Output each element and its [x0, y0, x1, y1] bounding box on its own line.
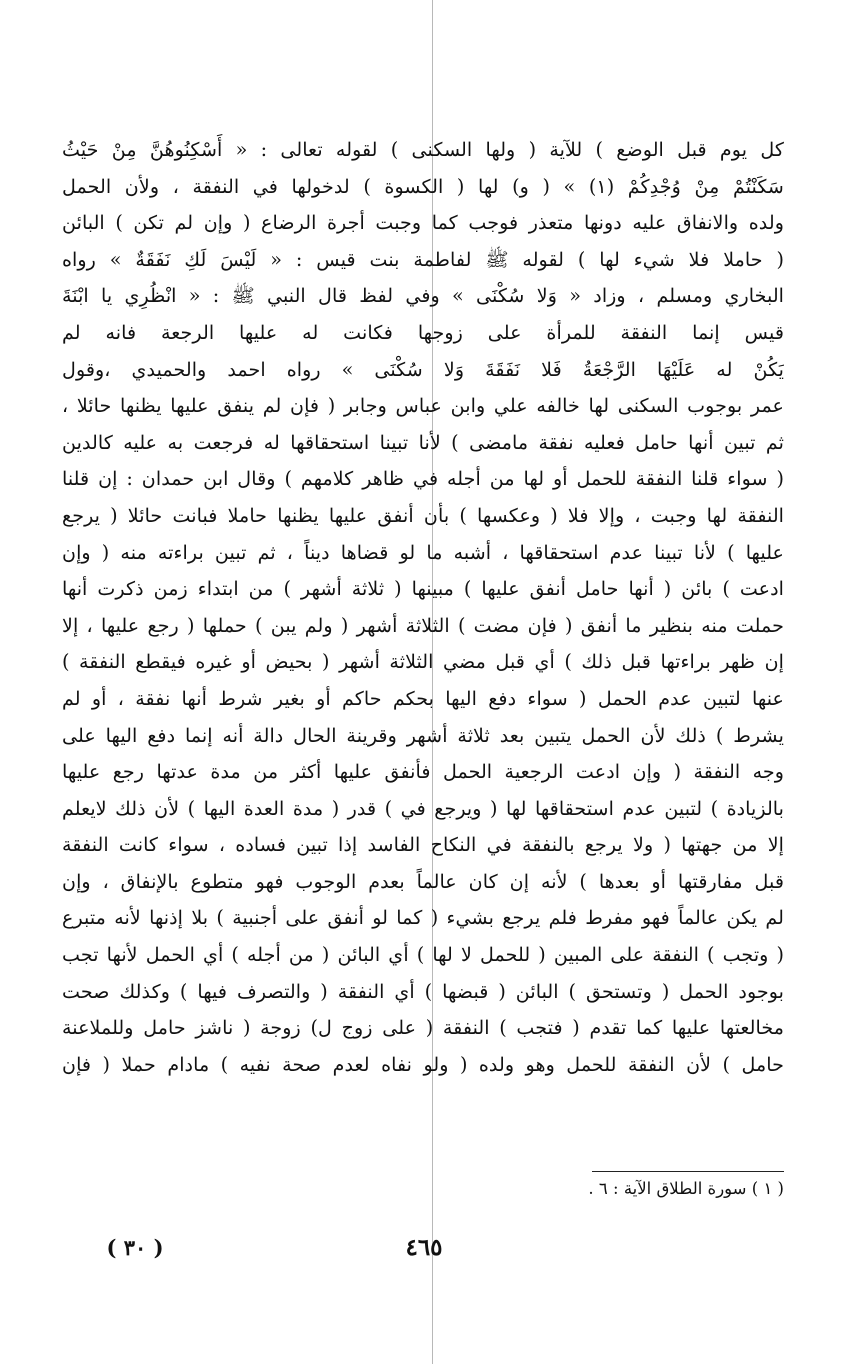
- text-line: عمر بوجوب السكنى لها خالفه علي وابن عباس وجابر ( فإن لم ينفق عليها يظنها حائلا ،: [62, 394, 784, 418]
- text-line: إن ظهر براءتها قبل ذلك ) أي قبل مضي الثلاثة أشهر ( بحيض أو غيره فيقطع النفقة ): [62, 650, 784, 674]
- text-line: ثم تبين أنها حامل فعليه نفقة مامضى ) لأنا تبينا استحقاقها له فرجعت به عليه كالدين: [62, 430, 784, 454]
- text-line: قبل مفارقتها أو بعدها ) لأنه إن كان عالماً بعدم الوجوب فهو متطوع بالإنفاق ، وإن: [62, 869, 784, 893]
- text-line: بالزيادة ) لتبين عدم استحقاقها لها ( ويرجع في ) قدر ( مدة العدة اليها ) لأن ذلك لايعلم: [62, 796, 784, 820]
- text-line: ( حاملا فلا شيء لها ) لقوله ﷺ لفاطمة بنت قيس : « لَيْسَ لَكِ نَفَقَةٌ » رواه: [62, 247, 784, 271]
- text-line: قيس إنما النفقة للمرأة على زوجها فكانت له عليها الرجعة فانه لم: [62, 320, 784, 344]
- text-line: حملت منه بنظير ما أنفق ( فإن مضت ) الثلاثة أشهر ( ولم يبن ) حملها ( رجع عليها ، إلا: [62, 613, 784, 637]
- text-line: ( سواء قلنا النفقة للحمل أو لها من أجله في ظاهر كلامهم ) وقال ابن حمدان : إن قلنا: [62, 467, 784, 491]
- text-line: سَكَنْتُمْ مِنْ وُجْدِكُمْ (١) » ( و) لها ( الكسوة ) لدخولها في النفقة ، ولأن الحمل: [62, 174, 784, 198]
- text-line: النفقة لها وجبت ، وإلا فلا ( وعكسها ) بأن أنفق عليها يظنها حاملا فبانت حائلا ( يرجع: [62, 503, 784, 527]
- text-line: ( وتجب ) النفقة على المبين ( للحمل لا لها ) أي البائن ( من أجله ) أي الحمل لأنها تجب: [62, 943, 784, 967]
- footnote-divider: [592, 1171, 784, 1172]
- footnote: ( ١ ) سورة الطلاق الآية : ٦ .: [588, 1179, 784, 1198]
- text-line: حامل ) لأن النفقة للحمل وهو ولده ( ولو نفاه لعدم صحة نفيه ) مادام حملا ( فإن: [62, 1052, 784, 1076]
- text-line: البخاري ومسلم ، وزاد « وَلا سُكْنَى » وفي لفظ قال النبي ﷺ : « انْظُرِي يا ابْنَةَ: [62, 284, 784, 308]
- text-line: عليها ) لأنا تبينا عدم استحقاقها ، أشبه ما لو قضاها ديناً ، ثم تبين براءته منه ( وإن: [62, 540, 784, 564]
- text-line: يشرط ) ذلك لأن الحمل يتبين بعد ثلاثة أشهر وقرينة الحال دالة أنه إنما دفع اليها على: [62, 723, 784, 747]
- text-line: إلا من جهتها ( ولا يرجع بالنفقة في النكاح الفاسد إذا تبين فساده ، سواء كانت النفقة: [62, 833, 784, 857]
- text-line: بوجود الحمل ( وتستحق ) البائن ( قبضها ) أي النفقة ( والتصرف فيها ) وكذلك صحت: [62, 979, 784, 1003]
- text-line: ولده والانفاق عليه دونها متعذر فوجب كما وجبت أجرة الرضاع ( وإن لم تكن ) البائن: [62, 211, 784, 235]
- text-line: ادعت ) بائن ( أنها حامل أنفق عليها ) مبينها ( ثلاثة أشهر ) من ابتداء زمن ذكرت أنها: [62, 577, 784, 601]
- page-number: ٤٦٥: [405, 1234, 443, 1261]
- text-line: كل يوم قبل الوضع ) للآية ( ولها السكنى ) لقوله تعالى : « أَسْكِنُوهُنَّ مِنْ حَيْثُ: [62, 138, 784, 161]
- text-line: مخالعتها عليها كما تقدم ( فتجب ) النفقة ( على زوج ل) زوجة ( ناشز حامل وللملاعنة: [62, 1016, 784, 1040]
- text-line: عنها لتبين عدم الحمل ( سواء دفع اليها بحكم حاكم أو بغير شرط أنها نفقة ، أو لم: [62, 686, 784, 710]
- text-line: يَكُنْ له عَلَيْهَا الرَّجْعَةُ فَلا نَفَقَةَ وَلا سُكْنَى » رواه احمد والحميدي ،وقول: [62, 357, 784, 381]
- main-text: [62, 132, 784, 1083]
- text-line: وجه النفقة ( وإن ادعت الرجعية الحمل فأنفق عليها أكثر من مدة عدتها رجع عليها: [62, 760, 784, 784]
- signature-mark: ( ٣٠ ): [106, 1235, 164, 1260]
- text-line: لم يكن عالماً فهو مفرط فلم يرجع بشيء ( كما لو أنفق على أجنبية ) بلا إذنها لأنه متبرع: [62, 906, 784, 930]
